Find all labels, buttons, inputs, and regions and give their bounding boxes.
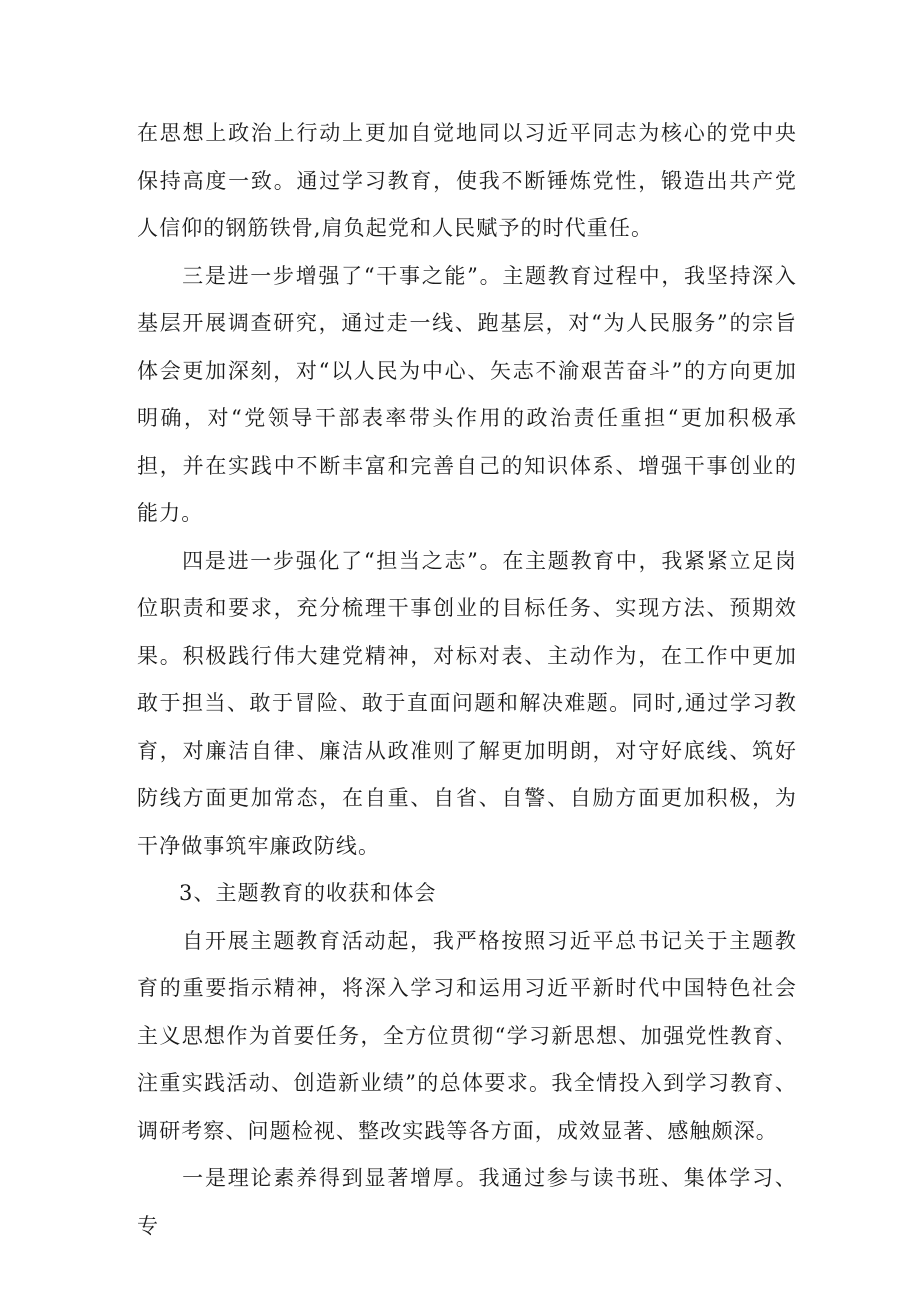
- document-body: [137, 110, 797, 1250]
- paragraph-gan-shi-zhi-neng: 三是进一步增强了“干事之能”。主题教育过程中，我坚持深入基层开展调查研究，通过走一线、跑基层，对“为人民服务”的宗旨体会更加深刻，对“以人民为中心、矢志不渝艰苦奋斗”的方向更加明确，对“党领导干部表率带头作用的政治责任重担“更加积极承担，并在实践中不断丰富和完善自己的知识体系、增强干事创业的能力。: [137, 263, 797, 525]
- section-heading: 3、主题教育的收获和体会: [179, 881, 437, 905]
- paragraph-theory-literacy: 一是理论素养得到显著增厚。我通过参与读书班、集体学习、专: [137, 1166, 797, 1238]
- paragraph-theme-education-intro: 自开展主题教育活动起，我严格按照习近平总书记关于主题教育的重要指示精神，将深入学习和运用习近平新时代中国特色社会主义思想作为首要任务，全方位贯彻“学习新思想、加强党性教育、注重实践活动、创造新业绩”的总体要求。我全情投入到学习教育、调研考察、问题检视、整改实践等各方面，成效显著、感触颇深。: [137, 928, 797, 1143]
- paragraph-dan-dang-zhi-zhi: 四是进一步强化了“担当之志”。在主题教育中，我紧紧立足岗位职责和要求，充分梳理干事创业的目标任务、实现方法、预期效果。积极践行伟大建党精神，对标对表、主动作为，在工作中更加敢于担当、敢于冒险、敢于直面问题和解决难题。同时,通过学习教育，对廉洁自律、廉洁从政准则了解更加明朗，对守好底线、筑好防线方面更加常态，在自重、自省、自警、自励方面更加积极，为干净做事筑牢廉政防线。: [137, 548, 797, 858]
- paragraph-continuation: 在思想上政治上行动上更加自觉地同以习近平同志为核心的党中央保持高度一致。通过学习教育，使我不断锤炼党性，锻造出共产党人信仰的钢筋铁骨,肩负起党和人民赋予的时代重任。: [137, 121, 797, 240]
